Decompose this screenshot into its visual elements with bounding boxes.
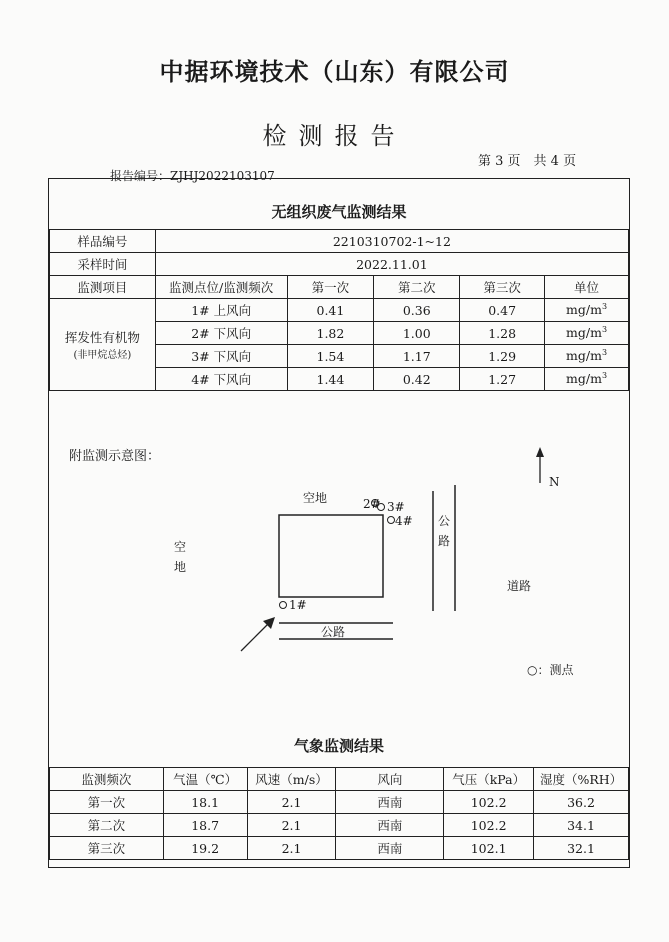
header-wind: 风速（m/s） (247, 768, 336, 791)
report-title: 检测报告 (262, 122, 407, 150)
report-sheet (48, 178, 630, 868)
point-2-label: 2# (363, 497, 381, 511)
header-first: 第一次 (287, 276, 374, 299)
empty-land-left: 空 地 (173, 540, 186, 574)
report-number: 报告编号：ZJHJ2022103107 (110, 169, 275, 183)
table-row (50, 814, 629, 837)
freq-cell: 第三次 (50, 837, 164, 860)
header-item: 监测项目 (50, 276, 156, 299)
weather-results-table (49, 767, 629, 860)
value-cell: 0.47 (460, 299, 545, 322)
value-cell: 1.82 (287, 322, 374, 345)
humidity-cell: 36.2 (534, 791, 629, 814)
point-cell: 3# 下风向 (155, 345, 287, 368)
pressure-cell: 102.2 (444, 814, 534, 837)
sampling-date-label: 采样时间 (50, 253, 156, 276)
point-4-label: 4# (395, 514, 413, 528)
monitoring-diagram (49, 441, 629, 729)
unit-cell: $mg/m^3$ (545, 299, 629, 322)
diagram-drawing (49, 441, 629, 729)
point-1-marker (280, 602, 287, 609)
point-cell: 4# 下风向 (155, 368, 287, 391)
unit-cell: $mg/m^3$ (545, 322, 629, 345)
value-cell: 0.42 (374, 368, 460, 391)
value-cell: 1.17 (374, 345, 460, 368)
sample-no-value: 2210310702-1~12 (155, 230, 628, 253)
dir-cell: 西南 (336, 791, 444, 814)
dir-cell: 西南 (336, 814, 444, 837)
north-label: N (549, 475, 560, 489)
wind-cell: 2.1 (247, 791, 336, 814)
pressure-cell: 102.2 (444, 791, 534, 814)
unit-cell: $mg/m^3$ (545, 345, 629, 368)
street-label: 道路 (507, 579, 532, 593)
header-freq: 监测频次 (50, 768, 164, 791)
company-name: 中据环境技术（山东）有限公司 (159, 58, 510, 86)
point-1-label: 1# (289, 598, 307, 612)
empty-land-top: 空地 (303, 491, 328, 505)
header-point: 监测点位/监测频次 (155, 276, 287, 299)
value-cell: 1.44 (287, 368, 374, 391)
table-row (50, 791, 629, 814)
pollutant-cell (50, 299, 156, 391)
value-cell: 0.41 (287, 299, 374, 322)
weather-section-title: 气象监测结果 (293, 737, 384, 755)
point-3-label: 3# (387, 500, 405, 514)
wind-cell: 2.1 (247, 814, 336, 837)
sampling-date-value: 2022.11.01 (155, 253, 628, 276)
unit-cell: $mg/m^3$ (545, 368, 629, 391)
value-cell: 0.36 (374, 299, 460, 322)
table-row (50, 837, 629, 860)
humidity-cell: 32.1 (534, 837, 629, 860)
legend-label: ○：测点 (527, 663, 574, 677)
factory-outline (279, 515, 383, 597)
pollutant-note: (非甲烷总烃) (73, 350, 132, 361)
header-third: 第三次 (460, 276, 545, 299)
road-horizontal: 公路 (321, 625, 346, 639)
header-unit: 单位 (545, 276, 629, 299)
header-pressure: 气压（kPa） (444, 768, 534, 791)
north-arrow-head (536, 447, 544, 457)
table-row (50, 299, 629, 322)
header-temp: 气温（℃） (163, 768, 247, 791)
pollutant-name: 挥发性有机物 (64, 330, 140, 345)
diagram-label: 附监测示意图： (69, 449, 161, 464)
value-cell: 1.00 (374, 322, 460, 345)
road-vertical: 公 路 (437, 514, 450, 548)
value-cell: 1.27 (460, 368, 545, 391)
header-second: 第二次 (374, 276, 460, 299)
freq-cell: 第二次 (50, 814, 164, 837)
sample-no-label: 样品编号 (50, 230, 156, 253)
point-cell: 1# 上风向 (155, 299, 287, 322)
temp-cell: 18.1 (163, 791, 247, 814)
value-cell: 1.28 (460, 322, 545, 345)
temp-cell: 18.7 (163, 814, 247, 837)
point-cell: 2# 下风向 (155, 322, 287, 345)
humidity-cell: 34.1 (534, 814, 629, 837)
temp-cell: 19.2 (163, 837, 247, 860)
value-cell: 1.29 (460, 345, 545, 368)
dir-cell: 西南 (336, 837, 444, 860)
wind-cell: 2.1 (247, 837, 336, 860)
value-cell: 1.54 (287, 345, 374, 368)
voc-section-title: 无组织废气监测结果 (271, 203, 407, 221)
pressure-cell: 102.1 (444, 837, 534, 860)
header-dir: 风向 (336, 768, 444, 791)
page-info: 第 3 页 共 4 页 (478, 154, 577, 169)
header-humidity: 湿度（%RH） (534, 768, 629, 791)
point-4-marker (388, 517, 395, 524)
freq-cell: 第一次 (50, 791, 164, 814)
voc-results-table (49, 229, 629, 391)
